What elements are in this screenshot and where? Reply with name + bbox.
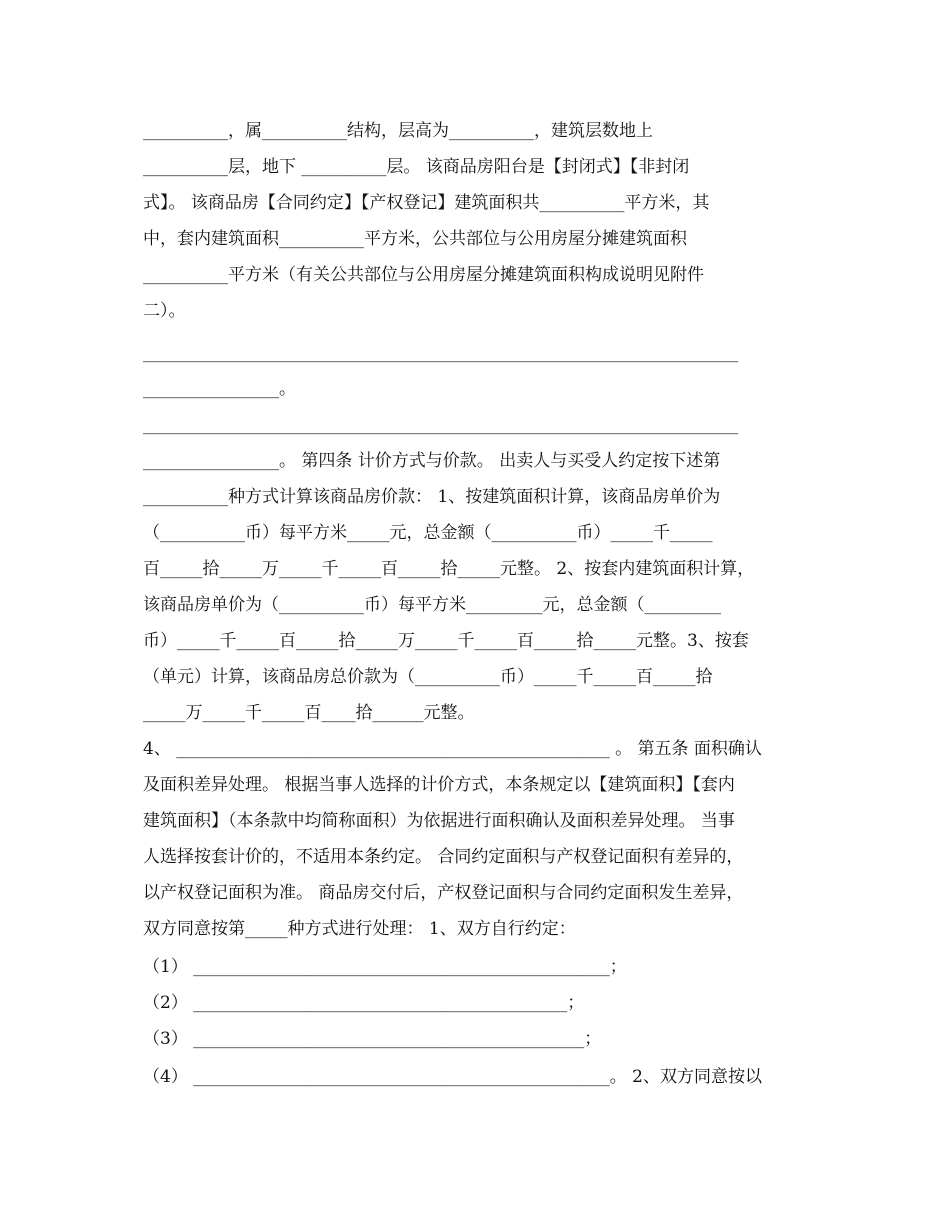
clause-line-2: （2） ____________________________________________； bbox=[143, 993, 585, 1013]
blank-line: ______________________________________________________________________ bbox=[143, 415, 738, 435]
blank-line: ______________________________________________________________________ bbox=[143, 343, 738, 363]
text-line: ________________。 bbox=[143, 379, 296, 399]
text-line: __________平方米（有关公共部位与公用房屋分摊建筑面积构成说明见附件 bbox=[143, 265, 704, 285]
text-line: 及面积差异处理。 根据当事人选择的计价方式，本条规定以【建筑面积】【套内 bbox=[143, 775, 735, 795]
text-line: __________层，地下 __________层。 该商品房阳台是【封闭式】【非封闭 bbox=[143, 157, 690, 177]
text-line: 人选择按套计价的，不适用本条约定。 合同约定面积与产权登记面积有差异的， bbox=[143, 847, 744, 867]
text-line: 该商品房单价为（__________币）每平方米_________元，总金额（_________ bbox=[143, 595, 721, 615]
clause-line-4: （4） _________________________________________________。 2、双方同意按以 bbox=[143, 1067, 762, 1087]
text-line: （__________币）每平方米_____元，总金额（__________币）_____千_____ bbox=[143, 523, 713, 543]
text-line: 式】。 该商品房【合同约定】【产权登记】建筑面积共__________平方米，其 bbox=[143, 193, 710, 213]
text-line: 4、 ___________________________________________________ 。 第五条 面积确认 bbox=[143, 739, 762, 759]
clause-line-3: （3） ______________________________________________； bbox=[143, 1029, 602, 1049]
text-line: 双方同意按第_____种方式进行处理： 1、双方自行约定： bbox=[143, 919, 576, 939]
text-line: 百_____拾_____万_____千_____百_____拾_____元整。 2、按套内建筑面积计算， bbox=[143, 559, 755, 579]
text-line: 以产权登记面积为准。 商品房交付后，产权登记面积与合同约定面积发生差异， bbox=[143, 883, 744, 903]
clause-line-1: （1） _________________________________________________； bbox=[143, 957, 627, 977]
text-line: 中，套内建筑面积__________平方米，公共部位与公用房屋分摊建筑面积 bbox=[143, 229, 687, 249]
text-line: __________种方式计算该商品房价款： 1、按建筑面积计算，该商品房单价为 bbox=[143, 487, 721, 507]
text-line: __________，属__________结构，层高为__________，建筑层数地上 bbox=[143, 121, 653, 141]
text-line: 币）_____千_____百_____拾_____万_____千_____百_____拾_____元整。3、按套 bbox=[143, 631, 749, 651]
text-line: 建筑面积】（本条款中均简称面积）为依据进行面积确认及面积差异处理。 当事 bbox=[143, 811, 735, 831]
text-line: ________________。 第四条 计价方式与价款。 出卖人与买受人约定按下述第 bbox=[143, 451, 721, 471]
text-line: _____万_____千_____百____拾______元整。 bbox=[143, 703, 475, 723]
text-line: 二）。 bbox=[143, 301, 186, 321]
text-line: （单元）计算，该商品房总价款为（__________币）_____千_____百_____拾 bbox=[143, 667, 713, 687]
